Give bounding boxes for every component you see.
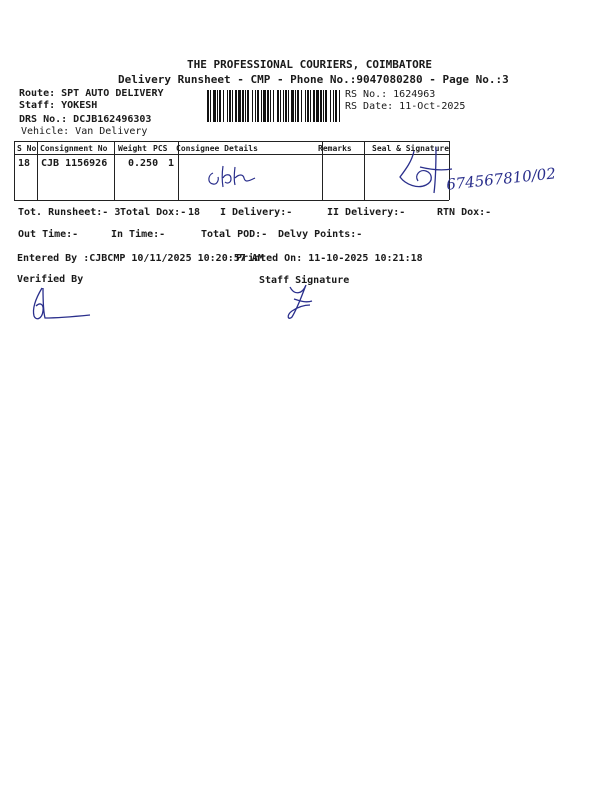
row-pcs: 1 [168,158,175,169]
verified-signature [26,284,96,324]
barcode [207,90,340,122]
total-dox-value: 18 [188,207,201,218]
in-time: In Time:- [111,229,166,240]
drs-number: DRS No.: DCJB162496303 [19,114,152,125]
rs-number: RS No.: 1624963 [345,89,436,100]
route-text: Route: SPT AUTO DELIVERY [19,88,164,99]
out-time: Out Time:- [18,229,79,240]
i-delivery: I Delivery:- [220,207,293,218]
header-seal: Seal & Signature [372,144,450,153]
rtn-dox: RTN Dox:- [437,207,492,218]
rs-date: RS Date: 11-Oct-2025 [345,101,466,112]
staff-text: Staff: YOKESH [19,100,98,111]
staff-signature [280,281,320,323]
total-pod: Total POD:- [201,229,268,240]
header-consignment: Consignment No [40,144,108,153]
tot-runsheet: Tot. Runsheet:- 3 [18,207,121,218]
printed-on: Printed On: 11-10-2025 10:21:18 [236,253,423,264]
header-consignee: Consignee Details [176,144,258,153]
header-weight: Weight [118,144,147,153]
staff-signature-label: Staff Signature [259,275,350,286]
header-pcs: PCS [153,144,168,153]
company-name: THE PROFESSIONAL COURIERS, COIMBATORE [187,58,433,71]
entered-by: Entered By :CJBCMP 10/11/2025 10:20:57 AM [17,253,264,264]
vehicle-text: Vehicle: Van Delivery [21,126,148,137]
header-remarks: Remarks [318,144,352,153]
runsheet-title: Delivery Runsheet - CMP - Phone No.:9047080280 - Page No.:3 [118,73,509,86]
delvy-points: Delvy Points:- [278,229,363,240]
row-weight: 0.250 [128,158,159,169]
row-sno: 18 [18,158,31,169]
consignee-handwriting [205,163,263,189]
total-dox-label: Total Dox:- [120,207,187,218]
row-consignment: CJB 1156926 [41,158,108,169]
header-sno: S No [17,144,37,153]
ii-delivery: II Delivery:- [327,207,406,218]
verified-by-label: Verified By [17,274,84,285]
seal-handwritten-number: 674567810/02 [445,164,557,194]
